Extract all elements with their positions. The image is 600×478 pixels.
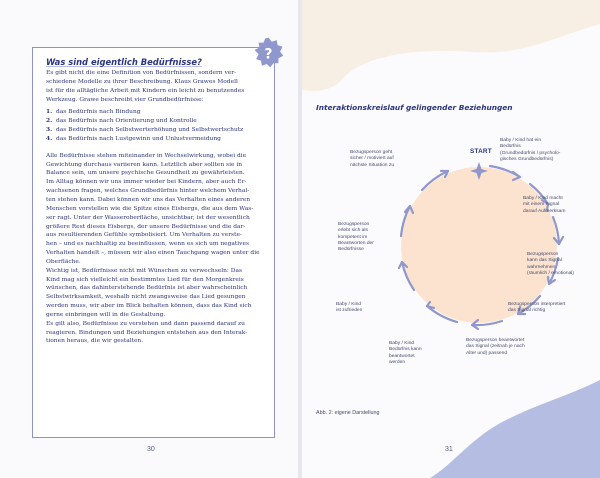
text-line: ser ragt. Unter der Wasseroberfläche, unsichtbar, ist der wesentlich	[46, 214, 250, 221]
text-line: ist für die alltägliche Arbeit mit Kindern ein leicht zu benutzendes	[46, 87, 245, 94]
text-line: wachsenen fragen, welches Grundbedürfnis hinter welchem Verhal-	[46, 188, 250, 195]
question-mark-icon	[252, 36, 285, 69]
cycle-step-label: Baby / Kind Bedürfnis kann beantwortet werden	[389, 341, 422, 365]
text-line: Im Alltag können wir uns immer wieder bei Kindern, aber auch Er-	[46, 179, 247, 186]
start-label: START	[470, 148, 492, 155]
text-line: Balance sein, um unsere psychische Gesundheit zu gewährleisten.	[46, 170, 245, 177]
cycle-center-circle	[401, 167, 557, 323]
list-number: 2.	[46, 117, 53, 125]
page-number: 30	[147, 446, 155, 453]
list-text: das Bedürfnis nach Selbstwerterhöhung und Selbstwertschutz	[56, 127, 244, 134]
spacer	[46, 144, 262, 152]
text-line: Menschen vorstellen wie die Spitze eines Eisbergs, die aus dem Was-	[46, 205, 254, 212]
text-line: hen – und es nachhaltig zu beeinflussen, wenn es sich um negatives	[46, 241, 249, 248]
list-text: das Bedürfnis nach Lustgewinn und Unlustvermeidung	[56, 135, 221, 142]
list-item	[46, 126, 262, 135]
cycle-step-label: Baby / Kind ist zufrieden	[336, 302, 363, 314]
intro-paragraph	[46, 69, 262, 104]
text-line: gerne einbringen will in die Gestaltung.	[46, 311, 166, 318]
text-line: ten stehen kann. Dabei können wir uns das Verhalten eines anderen	[46, 196, 251, 203]
cycle-step-label: Bezugsperson erlebt sich als kompetent im Beantworten der Bedürfnisse	[338, 222, 374, 253]
needs-list	[46, 108, 262, 143]
info-box-title: Was sind eigentlich Bedürfnisse?	[46, 57, 202, 67]
list-item	[46, 135, 262, 144]
text-line: Es gilt also, Bedürfnisse zu verstehen und dann passend darauf zu	[46, 320, 245, 327]
cycle-step-label: Bezugsperson kann das Signal wahrnehmen (räumlich / emotional)	[527, 252, 575, 276]
diagram-title: Interaktionskreislauf gelingender Beziehungen	[316, 103, 513, 112]
cycle-step-label: Bezugsperson interpretiert das Signal richtig	[508, 302, 566, 314]
list-number: 1.	[46, 108, 53, 116]
text-line: Verhalten handelt –, müssen wir also einen Tauchgang wagen unter die	[46, 250, 260, 257]
cycle-step-label: Baby / Kind macht mit einem Signal darauf Aufmerksam	[523, 196, 566, 214]
cycle-step-label: Bezugsperson beantwortet das Signal (zeitnah je nach Alter und) passend	[466, 338, 525, 356]
right-page	[302, 0, 600, 478]
page-number: 31	[445, 446, 453, 453]
text-line: Oberfläche.	[46, 258, 81, 265]
text-line: schiedene Modelle zu ihrer Beschreibung. Klaus Grawes Modell	[46, 78, 238, 85]
left-page	[0, 0, 298, 478]
cycle-step-label: Baby / Kind hat ein Bedürfnis (Grundbedürfnis / psycholo- gisches Grundbedürfnis)	[500, 138, 561, 162]
list-item	[46, 117, 262, 126]
list-number: 3.	[46, 126, 53, 134]
text-line: Kind mag sich vielleicht ein bestimmtes Lied für den Morgenkreis	[46, 276, 244, 283]
text-line: Alle Bedürfnisse stehen miteinander in Wechselwirkung, wobei die	[46, 152, 247, 159]
text-line: werden muss, wir aber im Blick behalten können, dass das Kind sich	[46, 303, 252, 310]
text-line: tionen heraus, die wir gestalten.	[46, 338, 144, 345]
info-box	[32, 47, 275, 438]
svg-text:?: ?	[264, 46, 273, 63]
text-line: größere Rest dieses Eisbergs, der unsere Bedürfnisse und die dar-	[46, 223, 246, 230]
text-line: Selbstwirksamkeit, weshalb nicht zwangsweise das Lied gesungen	[46, 294, 246, 301]
list-text: das Bedürfnis nach Orientierung und Kontrolle	[56, 118, 197, 125]
cycle-step-label: Bezugsperson geht sicher / motiviert auf nächste Situation zu	[350, 150, 395, 168]
info-box-content	[46, 57, 262, 346]
text-line: reagieren. Bindungen und Beziehungen entstehen aus den Interak-	[46, 329, 248, 336]
text-line: wünschen, das dahinterstehende Bedürfnis ist aber wahrscheinlich	[46, 285, 248, 292]
text-line: Es gibt nicht die eine Definition von Bedürfnissen, sondern ver-	[46, 70, 237, 76]
body-paragraphs	[46, 152, 262, 347]
list-number: 4.	[46, 134, 53, 142]
text-line: aus resultierenden Gefühle symbolisiert. Um Verhalten zu verste-	[46, 232, 242, 239]
figure-caption: Abb. 2: eigene Darstellung	[316, 410, 380, 416]
list-text: das Bedürfnis nach Bindung	[56, 109, 141, 116]
text-line: Wichtig ist, Bedürfnisse nicht mit Wünschen zu verwechseln: Das	[46, 267, 243, 274]
text-line: Werkzeug. Grawe beschreibt vier Grundbedürfnisse:	[46, 96, 204, 103]
list-item	[46, 108, 262, 117]
text-line: Gewichtung durchaus variieren kann. Letztlich aber sollten sie in	[46, 161, 243, 168]
